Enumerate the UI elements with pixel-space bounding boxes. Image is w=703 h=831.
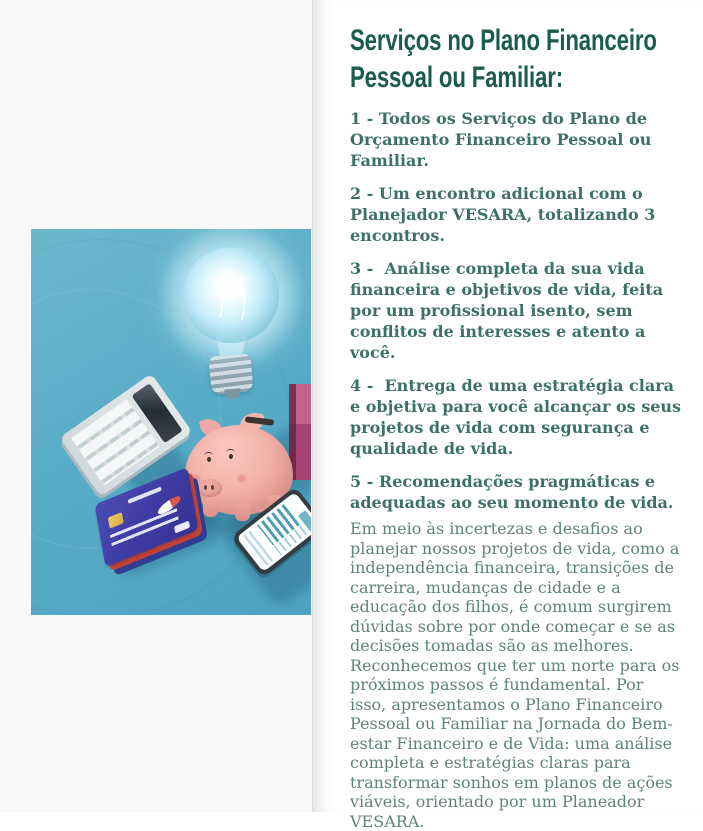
page-title-line-1: Serviços no Plano Financeiro [350, 24, 657, 57]
left-background [0, 0, 312, 812]
content-column [312, 0, 703, 831]
service-item-1: 1 - Todos os Serviços do Plano de Orçamento Financeiro Pessoal ou Familiar. [350, 109, 657, 170]
piggy-eye-left [207, 457, 211, 462]
card-chip [108, 512, 124, 529]
lightbulb-illustration [183, 247, 279, 343]
financial-planning-photo [31, 229, 311, 615]
lightbulb-screw-base [208, 353, 253, 395]
piggy-leg [203, 499, 218, 517]
closing-paragraph: Em meio às incertezas e desafios ao planejar nossos projetos de vida, como a independência financeira, transições de carreira, mudanças de cidade e a educação dos filhos, é comum surgirem dúvidas sobre por onde começar e se as decisões tomadas são as melhores. Reconhecemos que ter um norte para os próximos passos é fundamental. Por isso, apresentamos o Plano Financeiro Pessoal ou Familiar na Jornada do Bem-estar Financeiro e de Vida: uma análise completa e estratégias claras para transformar sonhos em planos de ações viáveis, orientado por um Planeador VESARA. [350, 519, 680, 831]
piggy-cheek-right [237, 475, 246, 482]
piggy-leg [235, 503, 250, 521]
service-item-5: 5 - Recomendações pragmáticas e adequadas ao seu momento de vida. [350, 472, 674, 512]
piggy-eye-right [229, 454, 233, 459]
piggy-snout [197, 479, 222, 497]
service-item-3: 3 - Análise completa da sua vida financeira e objetivos de vida, feita por um profissional isento, sem conflitos de interesses e atento a você. [350, 259, 669, 362]
page-title-line-2: Pessoal ou Familiar: [350, 61, 563, 94]
service-item-4: 4 - Entrega de uma estratégia clara e objetiva para você alcançar os seus projetos de vida com segurança e qualidade de vida. [350, 376, 687, 458]
page-title [350, 22, 683, 96]
card-title-bar [128, 486, 162, 504]
card-logo [174, 520, 190, 533]
service-item-2: 2 - Um encontro adicional com o Planejador VESARA, totalizando 3 encontros. [350, 184, 661, 245]
